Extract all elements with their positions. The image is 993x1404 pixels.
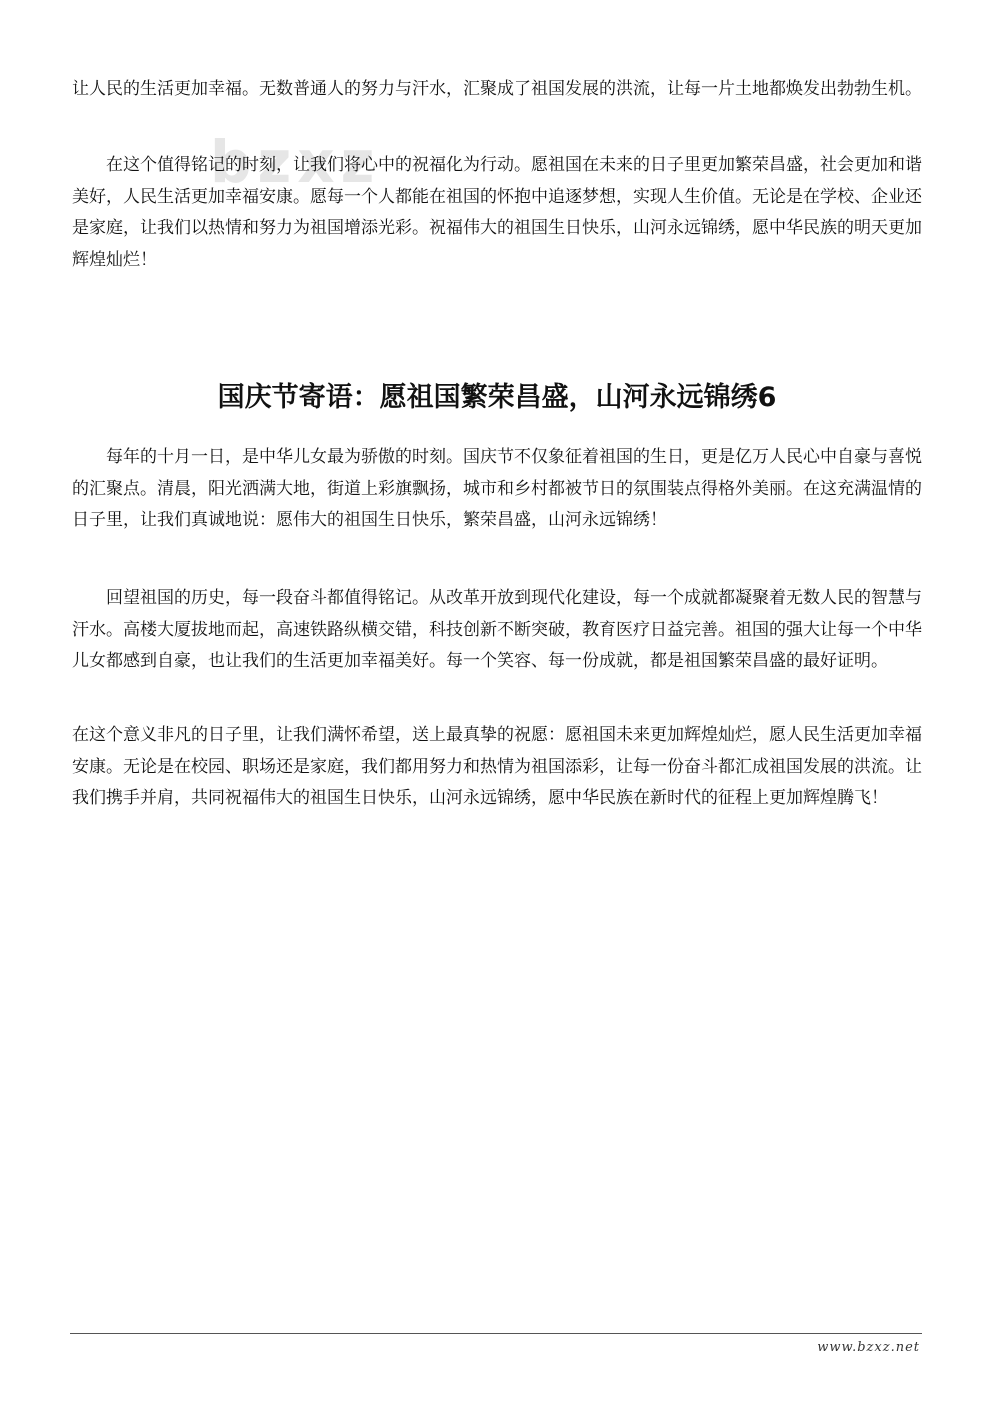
- watermark-logo: bzxz: [210, 128, 381, 196]
- section-paragraph-1: 每年的十月一日，是中华儿女最为骄傲的时刻。国庆节不仅象征着祖国的生日，更是亿万人民心中自豪与喜悦的汇聚点。清晨，阳光洒满大地，街道上彩旗飘扬，城市和乡村都被节日的氛围装点得格外美丽。在这充满温情的日子里，让我们真诚地说：愿伟大的祖国生日快乐，繁荣昌盛，山河永远锦绣！: [72, 447, 922, 530]
- section-paragraph-3: 在这个意义非凡的日子里，让我们满怀希望，送上最真挚的祝愿：愿祖国未来更加辉煌灿烂，愿人民生活更加幸福安康。无论是在校园、职场还是家庭，我们都用努力和热情为祖国添彩，让每一份奋斗都汇成祖国发展的洪流。让我们携手并肩，共同祝福伟大的祖国生日快乐，山河永远锦绣，愿中华民族在新时代的征程上更加辉煌腾飞！: [72, 725, 922, 808]
- paragraph-continued: 让人民的生活更加幸福。无数普通人的努力与汗水，汇聚成了祖国发展的洪流，让每一片土地都焕发出勃勃生机。: [72, 79, 922, 99]
- section-paragraph-2: 回望祖国的历史，每一段奋斗都值得铭记。从改革开放到现代化建设，每一个成就都凝聚着无数人民的智慧与汗水。高楼大厦拔地而起，高速铁路纵横交错，科技创新不断突破，教育医疗日益完善。祖国的强大让每一个中华儿女都感到自豪，也让我们的生活更加幸福美好。每一个笑容、每一份成就，都是祖国繁荣昌盛的最好证明。: [72, 588, 922, 671]
- footer-url: www.bzxz.net: [817, 1340, 920, 1355]
- section-title: 国庆节寄语：愿祖国繁荣昌盛，山河永远锦绣6: [217, 382, 777, 413]
- footer-divider: [70, 1333, 922, 1334]
- paragraph-closing-wishes: 在这个值得铭记的时刻，让我们将心中的祝福化为行动。愿祖国在未来的日子里更加繁荣昌盛，社会更加和谐美好，人民生活更加幸福安康。愿每一个人都能在祖国的怀抱中追逐梦想，实现人生价值。无论是在学校、企业还是家庭，让我们以热情和努力为祖国增添光彩。祝福伟大的祖国生日快乐，山河永远锦绣，愿中华民族的明天更加辉煌灿烂！: [72, 155, 922, 270]
